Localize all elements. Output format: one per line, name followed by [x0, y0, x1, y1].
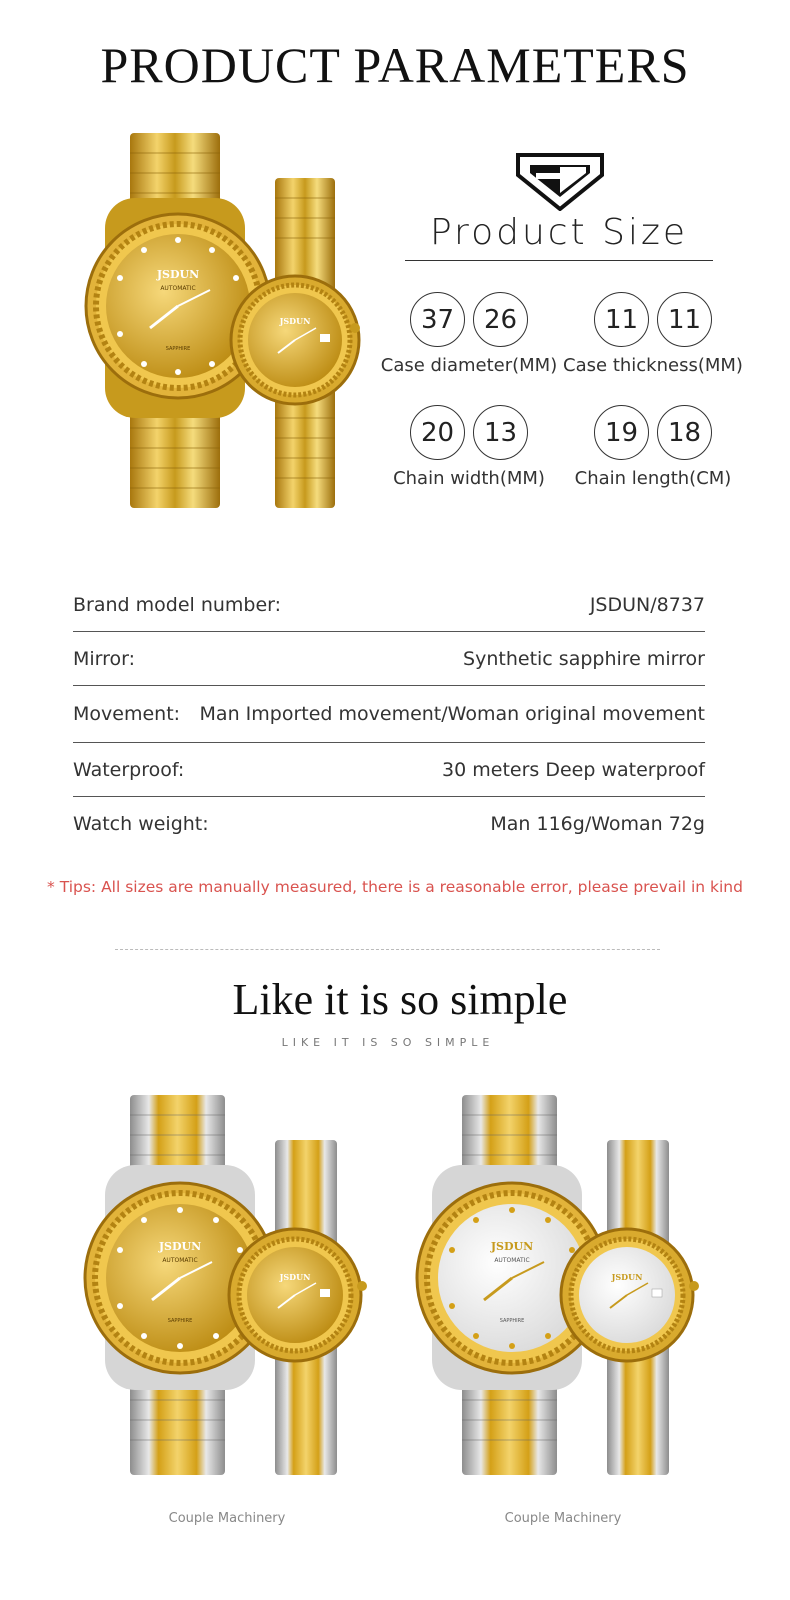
spec-chain-width [379, 405, 559, 489]
spec-label: Case diameter(MM) [380, 355, 558, 376]
spec-label: Chain width(MM) [393, 468, 545, 489]
svg-text:SAPPHIRE: SAPPHIRE [499, 1318, 525, 1324]
spec-case-diameter [379, 292, 559, 376]
svg-text:AUTOMATIC: AUTOMATIC [160, 285, 196, 292]
spec-label: Chain length(CM) [574, 468, 732, 489]
value-circle: 11 [594, 292, 649, 347]
svg-text:JSDUN: JSDUN [279, 316, 311, 326]
value-circle: 37 [410, 292, 465, 347]
param-row-model [73, 578, 705, 632]
svg-text:SAPPHIRE: SAPPHIRE [167, 1318, 193, 1324]
product-size-title: Product Size [429, 212, 689, 253]
value-circle: 19 [594, 405, 649, 460]
param-key: Waterproof: [73, 758, 185, 781]
svg-text:AUTOMATIC: AUTOMATIC [162, 1257, 198, 1264]
watch-pair-two-tone-white [412, 1090, 702, 1480]
product-size-divider [405, 260, 713, 261]
param-key: Movement: [73, 703, 181, 725]
spec-label: Case thickness(MM) [563, 355, 743, 376]
svg-text:JSDUN: JSDUN [279, 1272, 311, 1282]
svg-text:AUTOMATIC: AUTOMATIC [494, 1257, 530, 1264]
svg-text:JSDUN: JSDUN [158, 1240, 202, 1253]
svg-text:JSDUN: JSDUN [156, 268, 200, 281]
watch-caption-right: Couple Machinery [504, 1511, 622, 1526]
value-circle: 18 [657, 405, 712, 460]
section-divider [115, 949, 660, 950]
param-value: Man Imported movement/Woman original movement [199, 703, 705, 725]
param-row-weight [73, 797, 705, 851]
spec-chain-length [563, 405, 743, 489]
tips-note: * Tips: All sizes are manually measured, there is a reasonable error, please prevail in kind [47, 878, 743, 896]
param-key: Mirror: [73, 647, 136, 670]
watch-pair-two-tone-gold [80, 1090, 370, 1480]
param-value: Man 116g/Woman 72g [490, 813, 705, 835]
page-title: PRODUCT PARAMETERS [100, 37, 690, 93]
param-row-waterproof [73, 743, 705, 797]
param-value: Synthetic sapphire mirror [463, 647, 705, 670]
brand-shield-logo [516, 153, 604, 211]
param-row-mirror [73, 632, 705, 686]
value-circle: 26 [473, 292, 528, 347]
param-key: Brand model number: [73, 593, 282, 616]
param-value: JSDUN/8737 [589, 593, 705, 616]
svg-text:SAPPHIRE: SAPPHIRE [165, 346, 191, 352]
watch-pair-gold [80, 128, 370, 518]
svg-text:JSDUN: JSDUN [611, 1272, 643, 1282]
value-circle: 11 [657, 292, 712, 347]
param-row-movement [73, 686, 705, 743]
spec-case-thickness [563, 292, 743, 376]
parameter-table [73, 578, 705, 851]
section-title: Like it is so simple [232, 975, 568, 1024]
watch-caption-left: Couple Machinery [168, 1511, 286, 1526]
value-circle: 13 [473, 405, 528, 460]
section-caption: LIKE IT IS SO SIMPLE [281, 1036, 495, 1049]
svg-text:JSDUN: JSDUN [490, 1240, 534, 1253]
param-value: 30 meters Deep waterproof [442, 758, 705, 781]
value-circle: 20 [410, 405, 465, 460]
param-key: Watch weight: [73, 813, 209, 835]
